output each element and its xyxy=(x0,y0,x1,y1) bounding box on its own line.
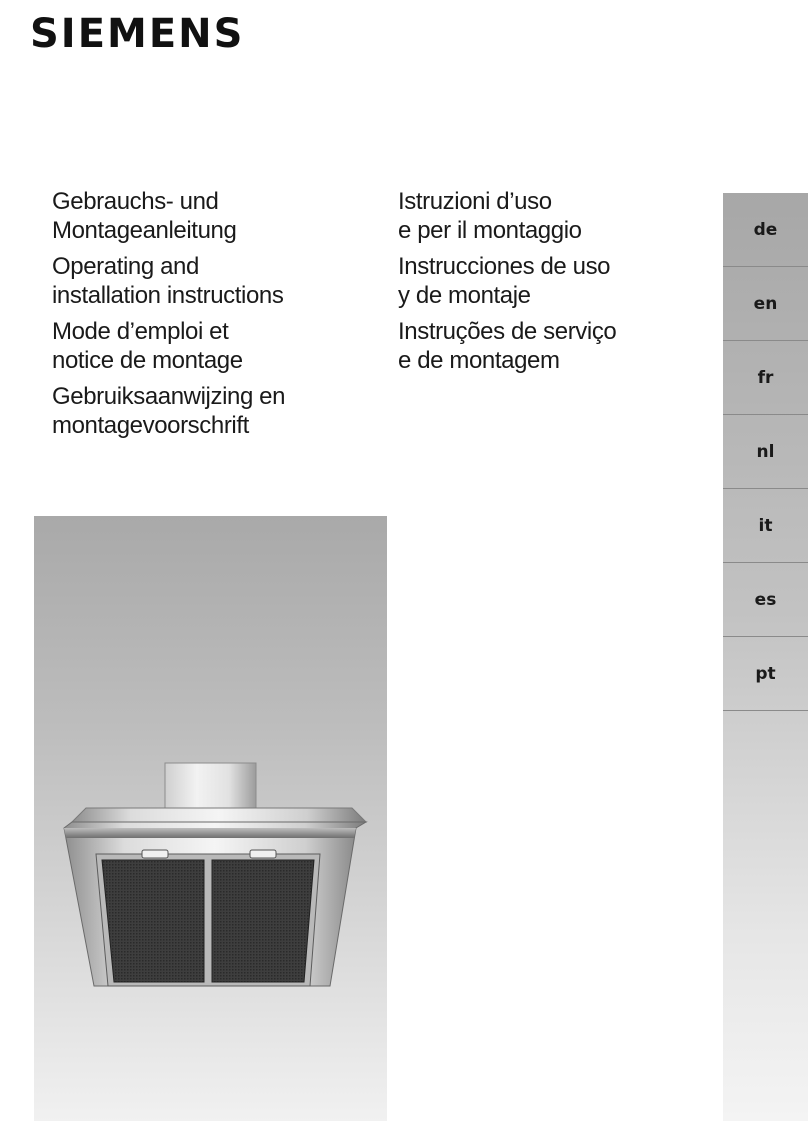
tab-es[interactable]: es xyxy=(723,563,808,637)
title-line: Operating and xyxy=(52,253,199,280)
hood-lamp-left xyxy=(142,850,168,858)
title-line: Istruzioni d’uso xyxy=(398,188,552,215)
title-pt xyxy=(398,317,698,375)
hood-lamp-right xyxy=(250,850,276,858)
title-line: Montageanleitung xyxy=(52,217,237,244)
title-line: Mode d’emploi et xyxy=(52,318,229,345)
tab-en[interactable]: en xyxy=(723,267,808,341)
title-line: Gebrauchs- und xyxy=(52,188,219,215)
siemens-logo: SIEMENS xyxy=(30,11,245,57)
title-fr xyxy=(52,317,382,375)
title-column-right xyxy=(398,187,698,382)
title-line: e de montagem xyxy=(398,347,560,374)
title-line: Gebruiksaanwijzing en xyxy=(52,383,286,410)
tab-it[interactable]: it xyxy=(723,489,808,563)
hood-canopy-top xyxy=(72,808,366,822)
tab-pt[interactable]: pt xyxy=(723,637,808,711)
tab-nl[interactable]: nl xyxy=(723,415,808,489)
title-line: notice de montage xyxy=(52,347,243,374)
product-photo-panel xyxy=(34,516,387,1121)
title-it xyxy=(398,187,698,245)
title-line: Instrucciones de uso xyxy=(398,253,611,280)
title-es xyxy=(398,252,698,310)
title-column-left xyxy=(52,187,382,447)
hood-front-edge xyxy=(64,828,356,838)
hood-filter-left xyxy=(102,860,204,982)
title-line: Instruções de serviço xyxy=(398,318,617,345)
title-en xyxy=(52,252,382,310)
title-de xyxy=(52,187,382,245)
tab-fr[interactable]: fr xyxy=(723,341,808,415)
title-line: montagevoorschrift xyxy=(52,412,249,439)
range-hood-icon xyxy=(34,516,387,1121)
language-tab-bar xyxy=(723,193,808,1121)
title-line: y de montaje xyxy=(398,282,531,309)
title-nl xyxy=(52,382,382,440)
title-line: e per il montaggio xyxy=(398,217,582,244)
hood-filter-right xyxy=(212,860,314,982)
tab-de[interactable]: de xyxy=(723,193,808,267)
title-line: installation instructions xyxy=(52,282,284,309)
